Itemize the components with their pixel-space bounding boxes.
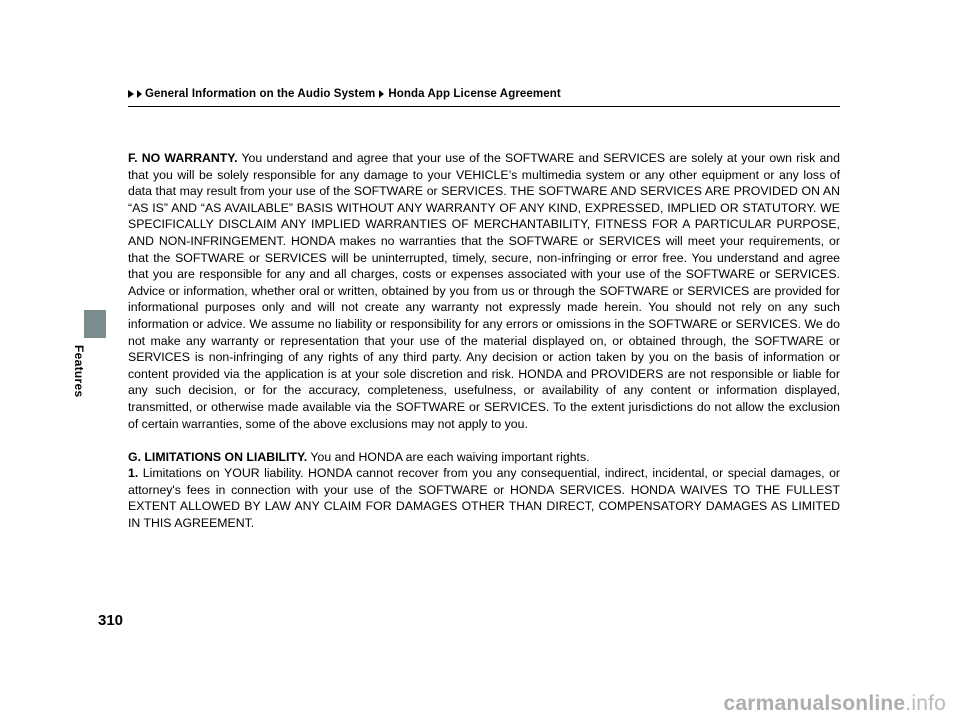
chevron-right-icon-3 <box>379 90 384 98</box>
breadcrumb-item-topic: Honda App License Agreement <box>388 88 561 100</box>
header-divider <box>128 106 840 107</box>
chevron-right-icon-2 <box>137 90 142 98</box>
chevron-right-icon <box>128 90 134 98</box>
section-tab-marker <box>84 310 106 338</box>
paragraph-body-f: You understand and agree that your use of the SOFTWARE and SERVICES are solely at your own risk and that you will be solely responsible for any damage to your VEHICLE’s multimedia system or any other equipment or any loss of data that may result from your use of the SOFTWARE or SERVICES. THE SOFTWARE AND SERVICES ARE PROVIDED ON AN “AS IS” AND “AS AVAILABLE” BASIS WITHOUT ANY WARRANTY OF ANY KIND, EXPRESSED, IMPLIED OR STATUTORY. WE SPECIFICALLY DISCLAIM ANY IMPLIED WARRANTIES OF MERCHANTABILITY, FITNESS FOR A PARTICULAR PURPOSE, AND NON-INFRINGEMENT. HONDA makes no warranties that the SOFTWARE or SERVICES will meet your requirements, or that the SOFTWARE or SERVICES will be uninterrupted, timely, secure, non-infringing or error free. You understand and agree that you are responsible for any and all charges, costs or expenses associated with your use of the SOFTWARE or SERVICES. Advice or information, whether oral or written, obtained by you from us or through the SOFTWARE or SERVICES are provided for informational purposes only and will not create any warranty not expressly made herein. You should not rely on any such information or advice. We assume no liability or responsibility for any errors or omissions in the SOFTWARE or SERVICES. We do not make any warranty or representation that your use of the material displayed on, or obtained through, the SOFTWARE or SERVICES is non-infringing of any rights of any third party. Any decision or action taken by you on the basis of information or content provided via the application is at your sole discretion and risk. HONDA and PROVIDERS are not responsible or liable for any such decision, or for the accuracy, completeness, usefulness, or availability of any content or information displayed, transmitted, or otherwise made available via the SOFTWARE or SERVICES. To the extent jurisdictions do not allow the exclusion of certain warranties, some of the above exclusions may not apply to you. <box>128 151 840 431</box>
paragraph-body-g: You and HONDA are each waiving important rights. <box>307 449 590 464</box>
paragraph-lead-g1: 1. <box>128 466 139 481</box>
breadcrumb <box>128 88 840 100</box>
paragraph-lead-f: F. NO WARRANTY. <box>128 151 238 165</box>
paragraph-limitations-liability <box>128 449 840 532</box>
page-number: 310 <box>98 612 124 629</box>
paragraph-body-g1: Limitations on YOUR liability. HONDA cannot recover from you any consequential, indirect, incidental, or special damages, or attorney's fees in connection with your use of the SOFTWARE or HONDA SERVICES. HONDA WAIVES TO THE FULLEST EXTENT ALLOWED BY LAW ANY CLAIM FOR DAMAGES OTHER THAN DIRECT, COMPENSATORY DAMAGES AS LIMITED IN THIS AGREEMENT. <box>128 466 840 530</box>
section-tab-label: Features <box>72 345 86 398</box>
watermark-bold: carmanualsonline <box>723 692 906 715</box>
paragraph-lead-g: G. LIMITATIONS ON LIABILITY. <box>128 449 308 464</box>
watermark <box>724 692 946 716</box>
page-content <box>128 150 840 532</box>
watermark-suffix: .info <box>905 692 946 715</box>
breadcrumb-item-section: General Information on the Audio System <box>145 88 376 100</box>
paragraph-no-warranty <box>128 150 840 432</box>
